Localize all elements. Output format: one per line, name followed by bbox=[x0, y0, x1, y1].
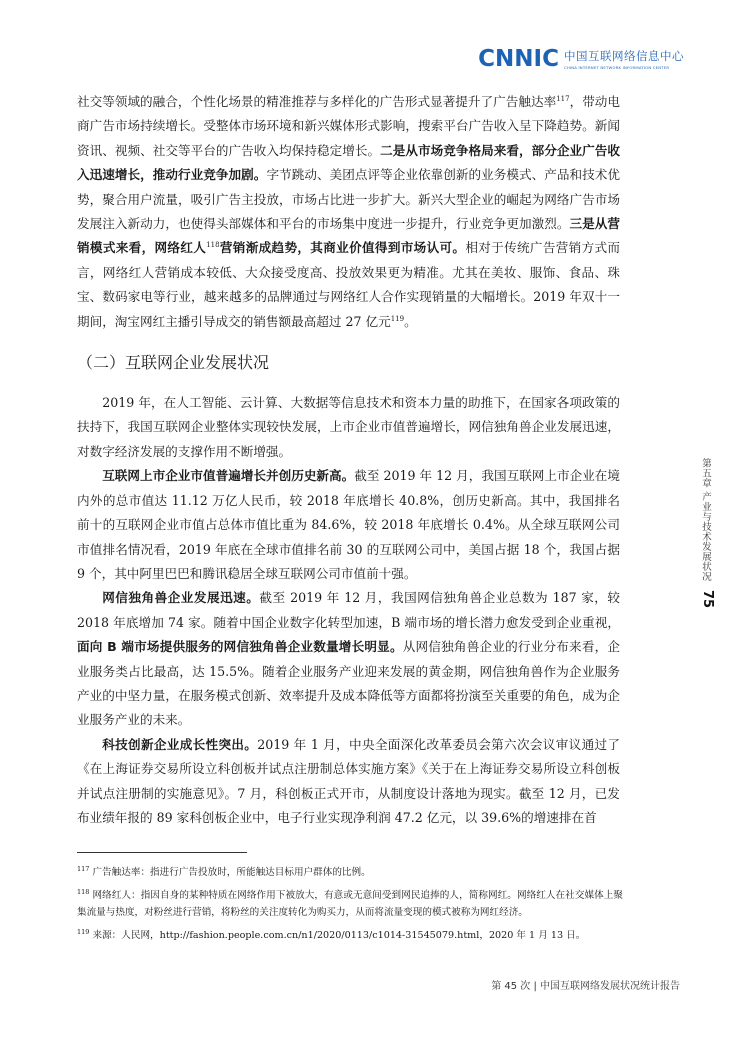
footnote-117: $^{117}$ 广告触达率：指进行广告投放时，所能触达目标用户群体的比例。 bbox=[77, 865, 371, 878]
footnote-divider bbox=[77, 852, 247, 853]
paragraph-enterprise-overview: 2019 年，在人工智能、云计算、大数据等信息技术和资本力量的助推下，在国家各项政策的扶持下，我国互联网企业整体实现较快发展，上市企业市值普遍增长，网信独角兽企业发展迅速，对数字经济发展的支撑作用不断增强。 bbox=[77, 395, 620, 459]
logo-text bbox=[564, 48, 684, 70]
paragraph-advertising-trends: 社交等领域的融合，个性化场景的精准推荐与多样化的广告形式显著提升了广告触达率$^{117}$，带动电商广告市场持续增长。受整体市场环境和新兴媒体形式影响，搜索平台广告收入呈下降趋势。新闻资讯、视频、社交等平台的广告收入均保持稳定增长。二是从市场竞争格局来看，部分企业广告收入迅速增长，推动行业竞争加剧。字节跳动、美团点评等企业依靠创新的业务模式、产品和技术优势，聚合用户流量，吸引广告主投放，市场占比进一步扩大。新兴大型企业的崛起为网络广告市场发展注入新动力，也使得头部媒体和平台的市场集中度进一步提升，行业竞争更加激烈。三是从营销模式来看，网络红人$^{118}$营销渐成趋势，其商业价值得到市场认可。相对于传统广告营销方式而言，网络红人营销成本较低、大众接受度高、投放效果更为精准。尤其在美妆、服饰、食品、珠宝、数码家电等行业，越来越多的品牌通过与网络红人合作实现销量的大幅增长。2019 年双十一期间，淘宝网红主播引导成交的销售额最高超过 27 亿元$^{119}$。 bbox=[77, 94, 621, 329]
cnnic-logo bbox=[478, 46, 684, 72]
side-chapter-label: 第五章 产业与技术发展状况 bbox=[700, 458, 711, 582]
logo-english-name: CHINA INTERNET NETWORK INFORMATION CENTER bbox=[564, 65, 670, 70]
page-body bbox=[77, 90, 620, 830]
paragraph-unicorns: 网信独角兽企业发展迅速。截至 2019 年 12 月，我国网信独角兽企业总数为 187 家，较 2018 年底增加 74 家。随着中国企业数字化转型加速，B 端市场的增长潜力愈发受到企业重视，面向 B 端市场提供服务的网信独角兽企业数量增长明显。从网信独角兽企业的行业分布来看，企业服务类占比最高，达 15.5%。随着企业服务产业迎来发展的黄金期，网信独角兽作为企业服务产业的中坚力量，在服务模式创新、效率提升及成本降低等方面都将扮演至关重要的角色，成为企业服务产业的未来。 bbox=[77, 590, 620, 728]
logo-mark: CNNIC bbox=[478, 46, 559, 72]
paragraph-listed-companies: 互联网上市企业市值普遍增长并创历史新高。截至 2019 年 12 月，我国互联网上市企业在境内外的总市值达 11.12 万亿人民币，较 2018 年底增长 40.8%，创历史新高。其中，我国排名前十的互联网企业市值占总体市值比重为 84.6%，较 2018 年底增长 0.4%。从全球互联网公司市值排名情况看，2019 年底在全球市值排名前 30 的互联网公司中，美国占据 18 个，我国占据 9 个，其中阿里巴巴和腾讯稳居全球互联网公司市值前十强。 bbox=[77, 468, 621, 581]
footnote-ref-118[interactable]: 118 bbox=[206, 241, 220, 250]
footnote-ref-117[interactable]: 117 bbox=[556, 95, 570, 103]
footnote-118: $^{118}$ 网络红人：指因自身的某种特质在网络作用下被放大，有意或无意间受到网民追捧的人，简称网红。网络红人在社交媒体上聚集流量与热度，对粉丝进行营销，将粉丝的关注度转化为购买力，从而将流量变现的模式被称为网红经济。 bbox=[77, 888, 623, 918]
page-footer: 第 45 次 | 中国互联网络发展状况统计报告 bbox=[491, 981, 680, 992]
footnotes bbox=[77, 864, 623, 950]
footnote-ref-119[interactable]: 119 bbox=[390, 314, 405, 323]
side-page-number: 75 bbox=[700, 590, 715, 609]
paragraph-tech-innovation: 科技创新企业成长性突出。2019 年 1 月，中央全面深化改革委员会第六次会议审议通过了《在上海证券交易所设立科创板并试点注册制总体实施方案》《关于在上海证券交易所设立科创板并试点注册制的实施意见》。7 月，科创板正式开市，从制度设计落地为现实。截至 12 月，已发布业绩年报的 89 家科创板企业中，电子行业实现净利润 47.2 亿元，以 39.6%的增速排在首 bbox=[77, 736, 620, 825]
logo-chinese-name: 中国互联网络信息中心 bbox=[564, 49, 684, 63]
section-heading: （二）互联网企业发展状况 bbox=[77, 353, 270, 373]
footnote-119: $^{119}$ 来源：人民网，http://fashion.people.com.cn/n1/2020/0113/c1014-31545079.html，2020 年 1 月 13 日。 bbox=[77, 928, 586, 941]
